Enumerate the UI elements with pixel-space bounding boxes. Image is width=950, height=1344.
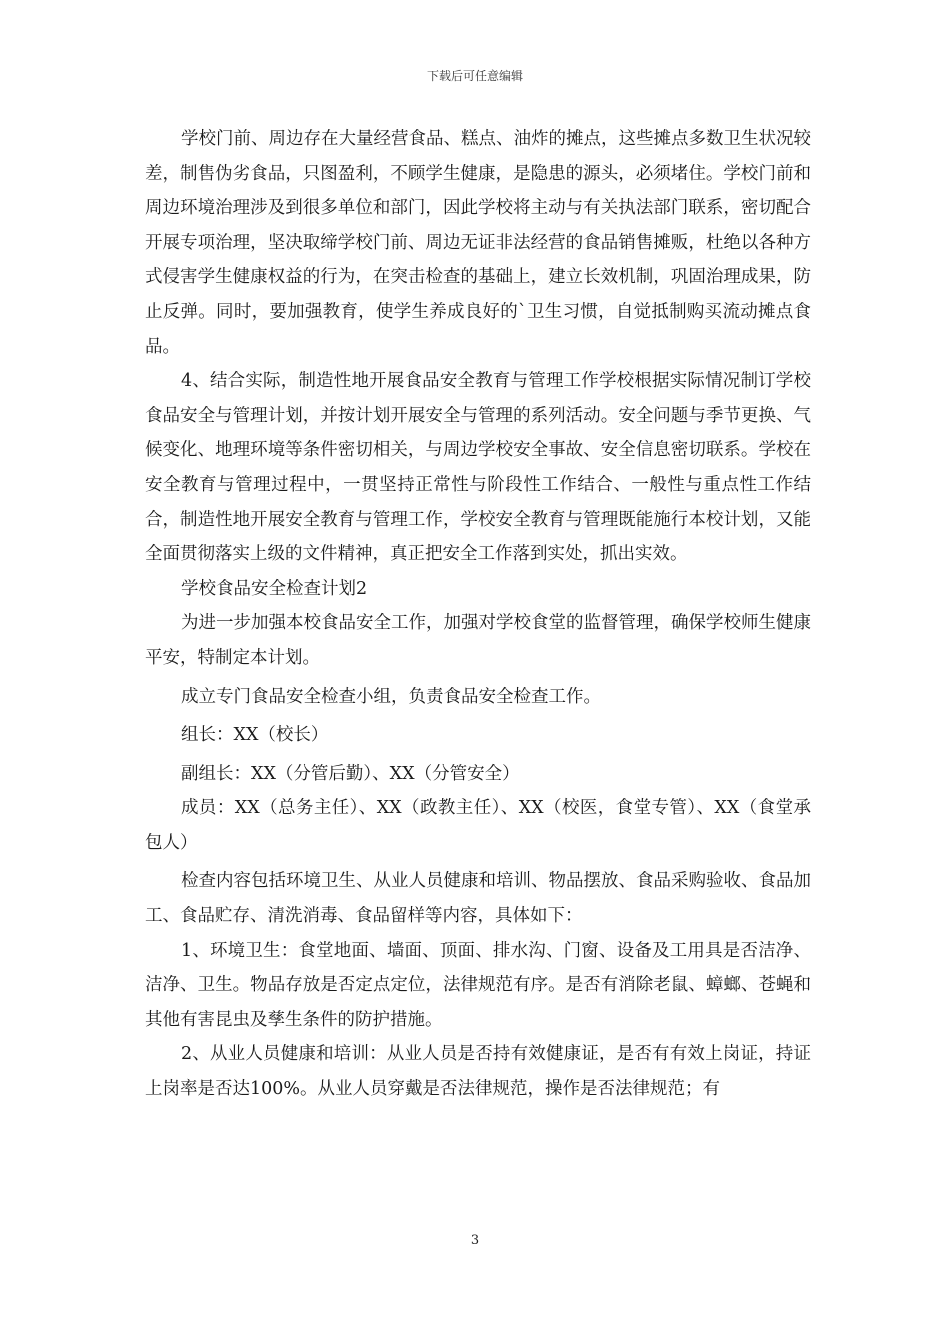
- paragraph-inspection-content: 检查内容包括环境卫生、从业人员健康和培训、物品摆放、食品采购验收、食品加工、食品贮存、清洗消毒、食品留样等内容，具体如下：: [145, 871, 811, 927]
- page-number: 3: [470, 1233, 480, 1248]
- page-header: 下载后可任意编辑: [426, 69, 523, 83]
- paragraph-members: 成员：XX（总务主任）、XX（政教主任）、XX（校医，食堂专管）、XX（食堂承包人）: [145, 798, 811, 853]
- paragraph-deputy-leader: 副组长：XX（分管后勤）、XX（分管安全）: [181, 763, 520, 784]
- paragraph-safety-education: 4、结合实际，制造性地开展食品安全教育与管理工作学校根据实际情况制订学校食品安全与管理计划，并按计划开展安全与管理的系列活动。安全问题与季节更换、气候变化、地理环境等条件密切相关，与周边学校安全事故、安全信息密切联系。学校在安全教育与管理过程中，一贯坚持正常性与阶段性工作结合、一般性与重点性工作结合，制造性地开展安全教育与管理工作，学校安全教育与管理既能施行本校计划，又能全面贯彻落实上级的文件精神，真正把安全工作落到实处，抓出实效。: [145, 371, 811, 565]
- paragraph-group-leader: 组长：XX（校长）: [181, 725, 329, 746]
- section-title-plan-2: 学校食品安全检查计划2: [181, 578, 368, 599]
- paragraph-staff-health-training: 2、从业人员健康和培训：从业人员是否持有效健康证，是否有有效上岗证，持证上岗率是否达100%。从业人员穿戴是否法律规范，操作是否法律规范；有: [145, 1044, 811, 1100]
- paragraph-street-vendors: 学校门前、周边存在大量经营食品、糕点、油炸的摊点，这些摊点多数卫生状况较差，制售伪劣食品，只图盈利，不顾学生健康，是隐患的源头，必须堵住。学校门前和周边环境治理涉及到很多单位和部门，因此学校将主动与有关执法部门联系，密切配合开展专项治理，坚决取缔学校门前、周边无证非法经营的食品销售摊贩，杜绝以各种方式侵害学生健康权益的行为，在突击检查的基础上，建立长效机制，巩固治理成果，防止反弹。同时，要加强教育，使学生养成良好的`卫生习惯，自觉抵制购买流动摊点食品。: [145, 129, 811, 357]
- paragraph-plan-purpose: 为进一步加强本校食品安全工作，加强对学校食堂的监督管理，确保学校师生健康平安，特制定本计划。: [145, 613, 811, 668]
- paragraph-inspection-group: 成立专门食品安全检查小组，负责食品安全检查工作。: [181, 686, 601, 707]
- document-body: [145, 122, 811, 1107]
- paragraph-environment-hygiene: 1、环境卫生：食堂地面、墙面、顶面、排水沟、门窗、设备及工用具是否洁净、洁净、卫生。物品存放是否定点定位，法律规范有序。是否有消除老鼠、蟑螂、苍蝇和其他有害昆虫及孳生条件的防护措施。: [145, 940, 811, 1030]
